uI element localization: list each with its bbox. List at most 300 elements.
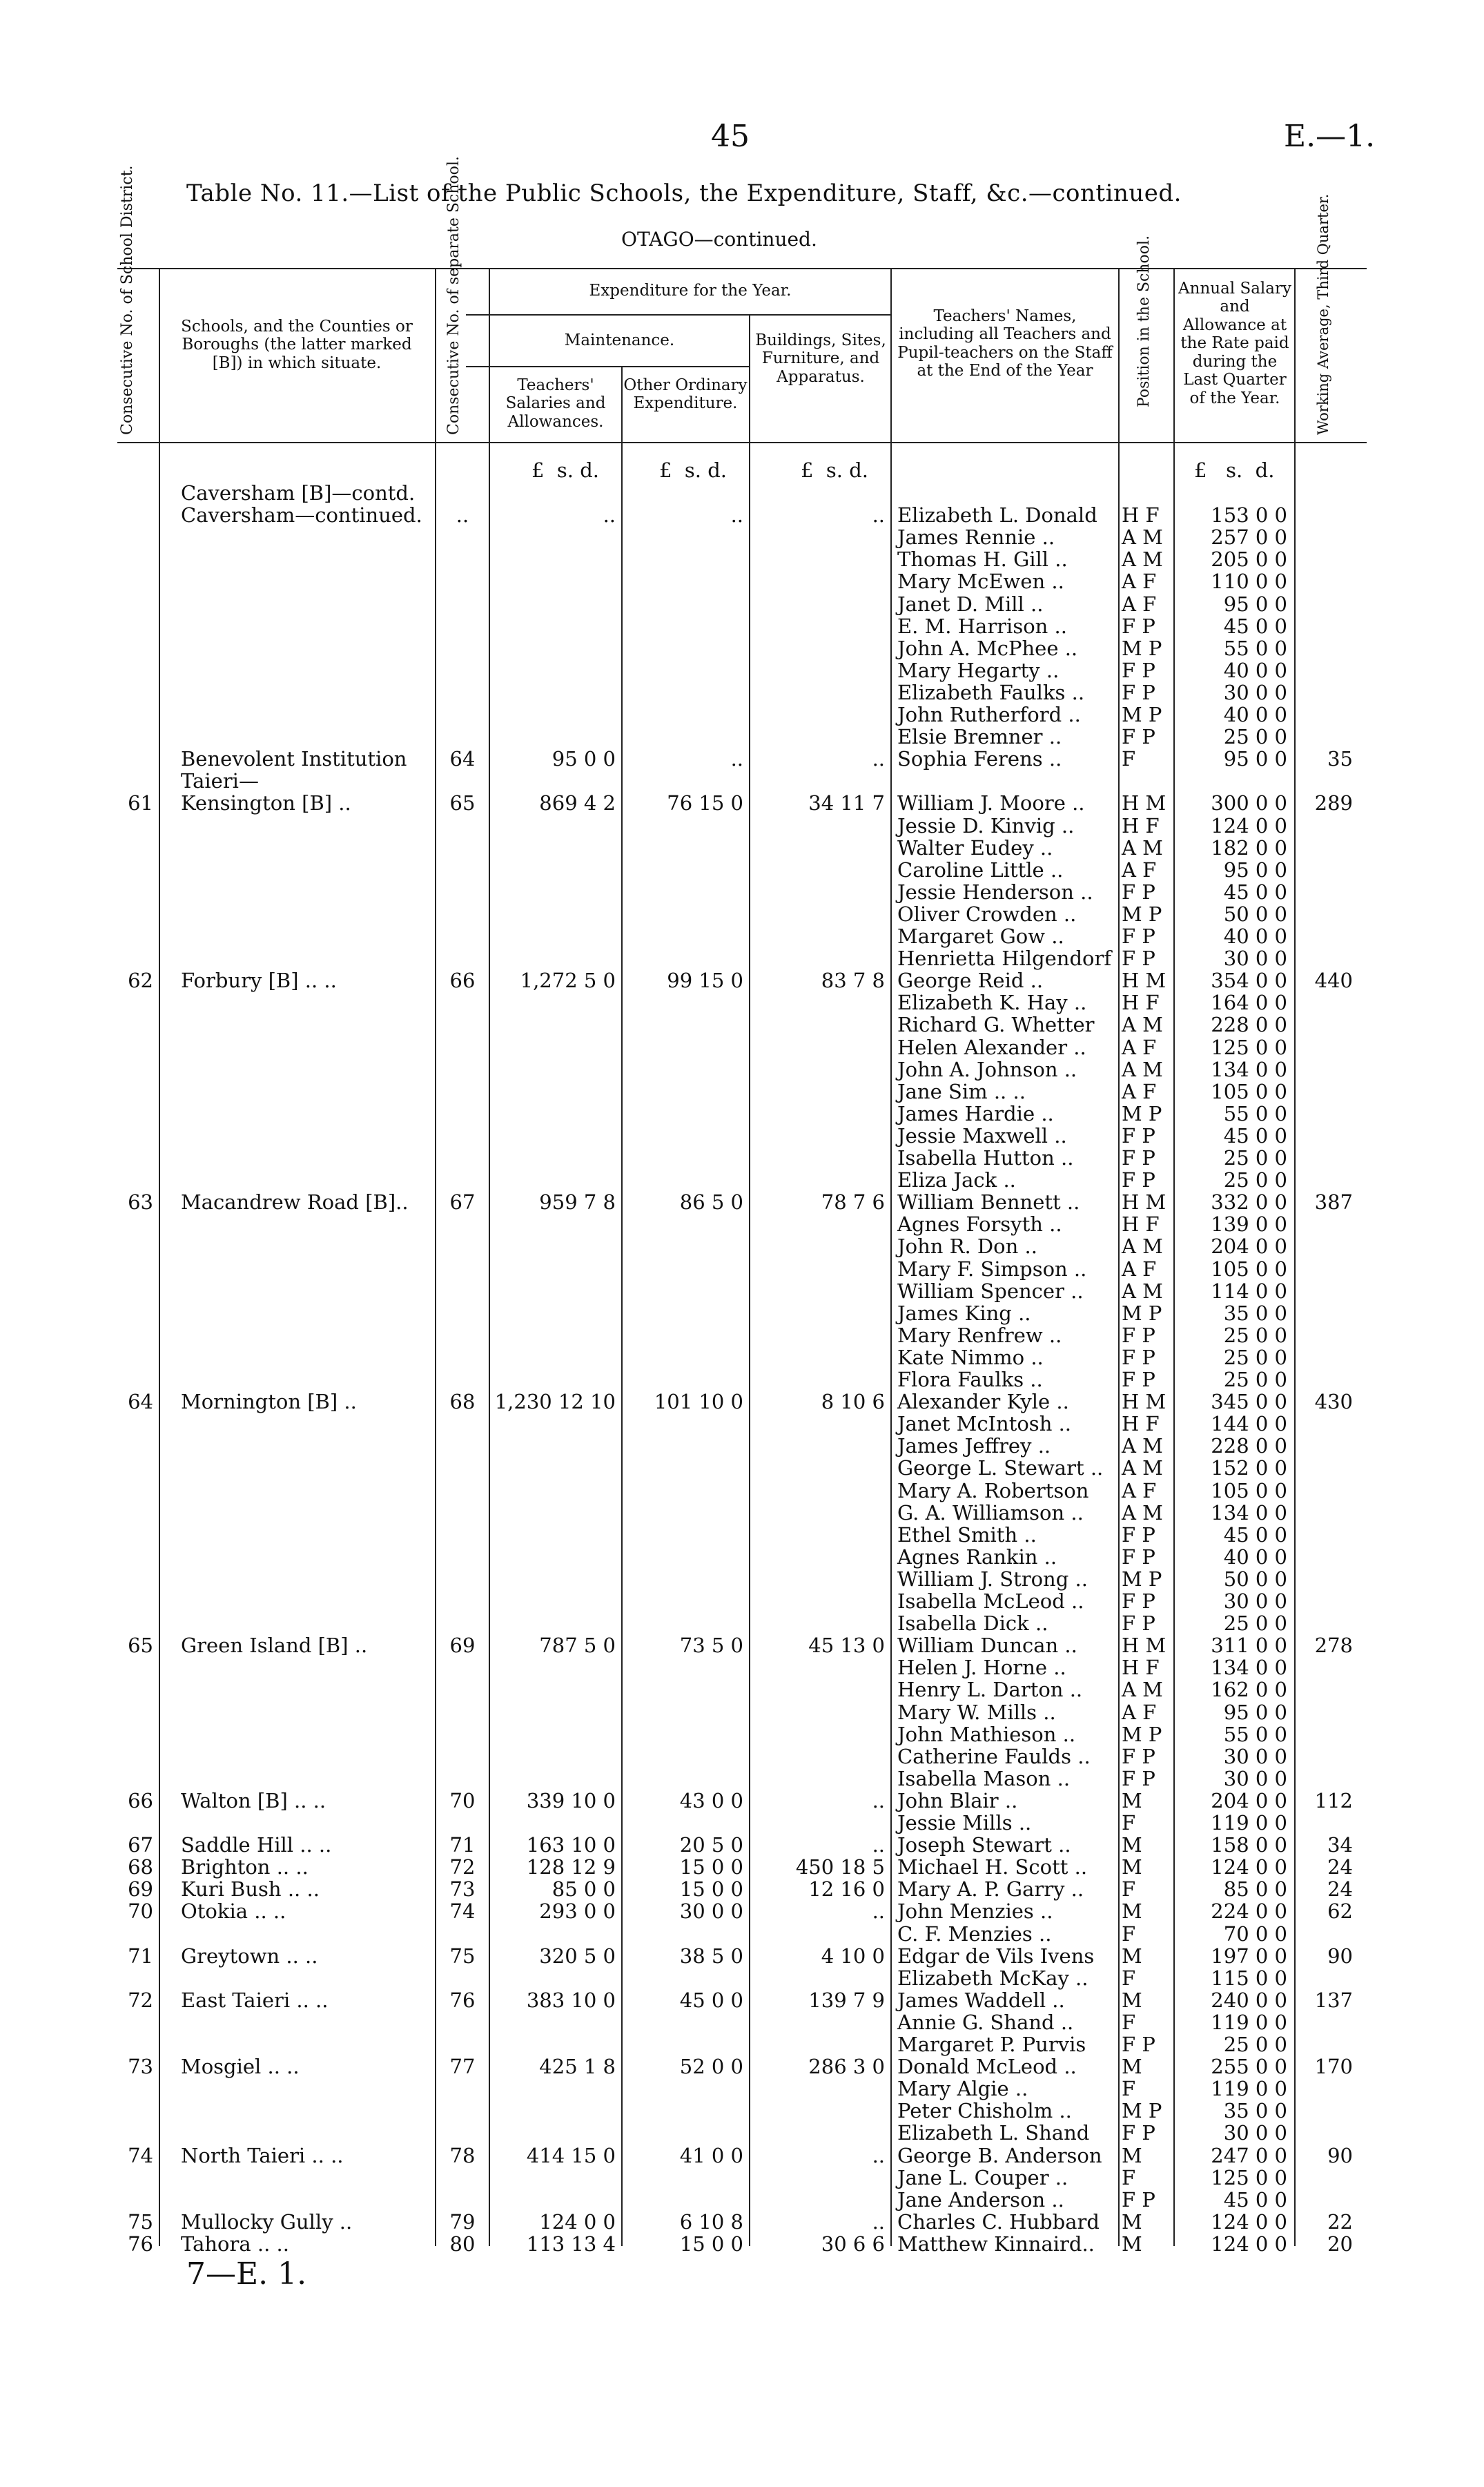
- header-teachers: Teachers' Names, including all Teachers and Pupil-teachers on the Staff at the End of the Year: [897, 307, 1113, 380]
- unit-salary: £ s. d.: [1194, 458, 1275, 482]
- teacher-salary: 311 0 0: [1211, 1634, 1287, 1658]
- teacher-name: Thomas H. Gill ..: [897, 548, 1068, 572]
- teacher-salary: 25 0 0: [1223, 1345, 1287, 1369]
- teacher-name: Helen Alexander ..: [897, 1035, 1086, 1059]
- working-average: 112: [1314, 1788, 1353, 1812]
- teacher-position: H M: [1122, 969, 1166, 993]
- teacher-position: F P: [1122, 1345, 1155, 1369]
- teacher-salary: 105 0 0: [1211, 1257, 1287, 1281]
- teacher-salary: 45 0 0: [1223, 1522, 1287, 1547]
- buildings-amount: 34 11 7: [808, 791, 885, 815]
- teacher-name: William J. Moore ..: [897, 791, 1085, 815]
- teacher-salary: 247 0 0: [1211, 2143, 1287, 2167]
- teacher-name: Isabella Mason ..: [897, 1766, 1071, 1790]
- teacher-position: A M: [1122, 1678, 1163, 1702]
- school-name: Forbury [B] .. ..: [181, 969, 337, 993]
- other-amount: 30 0 0: [679, 1899, 743, 1924]
- other-amount: 15 0 0: [679, 1855, 743, 1879]
- teacher-name: John R. Don ..: [897, 1235, 1037, 1259]
- school-name: East Taieri .. ..: [181, 1988, 329, 2012]
- district-number: 74: [128, 2143, 153, 2167]
- teacher-salary: 119 0 0: [1211, 2010, 1287, 2034]
- school-subname: Caversham—continued.: [181, 503, 422, 528]
- header-buildings: Buildings, Sites, Furniture, and Apparatus.: [755, 331, 886, 386]
- teacher-name: William J. Strong ..: [897, 1567, 1088, 1591]
- teacher-position: F P: [1122, 947, 1155, 971]
- teacher-position: F P: [1122, 1146, 1155, 1170]
- teacher-salary: 25 0 0: [1223, 1168, 1287, 1192]
- teacher-name: Caroline Little ..: [897, 858, 1064, 882]
- teacher-name: Jessie Maxwell ..: [897, 1123, 1067, 1148]
- teacher-name: Annie G. Shand ..: [897, 2010, 1074, 2034]
- district-number: 62: [128, 969, 153, 993]
- teacher-position: F: [1122, 2010, 1136, 2034]
- salaries-amount: 85 0 0: [551, 1877, 616, 1901]
- school-name: Greytown .. ..: [181, 1944, 318, 1968]
- teacher-name: Mary A. Robertson: [897, 1478, 1089, 1502]
- teacher-name: Mary Renfrew ..: [897, 1323, 1062, 1347]
- other-amount: 15 0 0: [679, 1877, 743, 1901]
- table-title: Table No. 11.—List of the Public Schools, the Expenditure, Staff, &c.—continued.: [186, 180, 1182, 207]
- salaries-amount: 383 10 0: [526, 1988, 616, 2012]
- salaries-amount: 1,230 12 10: [494, 1390, 616, 1414]
- other-amount: 15 0 0: [679, 2232, 743, 2256]
- teacher-position: A F: [1122, 1478, 1157, 1502]
- working-average: 170: [1314, 2055, 1353, 2079]
- school-number: 80: [449, 2232, 476, 2256]
- teacher-name: Isabella Hutton ..: [897, 1146, 1074, 1170]
- teacher-name: Michael H. Scott ..: [897, 1855, 1088, 1879]
- teacher-position: F P: [1122, 725, 1155, 749]
- teacher-salary: 153 0 0: [1211, 503, 1287, 528]
- salaries-amount: 339 10 0: [526, 1788, 616, 1812]
- teacher-name: Flora Faulks ..: [897, 1368, 1043, 1391]
- teacher-name: Isabella McLeod ..: [897, 1589, 1084, 1613]
- col-rule-2: [435, 268, 436, 2246]
- col-rule-7: [1118, 268, 1120, 2246]
- teacher-salary: 125 0 0: [1211, 2165, 1287, 2189]
- teacher-salary: 95 0 0: [1223, 747, 1287, 771]
- teacher-position: F P: [1122, 1589, 1155, 1613]
- teacher-position: A F: [1122, 1700, 1157, 1724]
- district-number: 70: [128, 1899, 153, 1924]
- buildings-amount: ..: [872, 1899, 885, 1924]
- salaries-amount: 124 0 0: [539, 2209, 616, 2234]
- teacher-position: H F: [1122, 1212, 1160, 1237]
- teacher-position: M: [1122, 2209, 1142, 2234]
- teacher-salary: 85 0 0: [1223, 1877, 1287, 1901]
- teacher-salary: 354 0 0: [1211, 969, 1287, 993]
- teacher-name: Mary McEwen ..: [897, 570, 1064, 594]
- teacher-name: Elizabeth Faulks ..: [897, 680, 1085, 704]
- buildings-amount: ..: [872, 747, 885, 771]
- teacher-position: M: [1122, 2055, 1142, 2079]
- teacher-salary: 55 0 0: [1223, 1722, 1287, 1746]
- school-number: ..: [456, 503, 469, 528]
- teacher-salary: 25 0 0: [1223, 2033, 1287, 2056]
- teacher-name: Margaret P. Purvis: [897, 2033, 1086, 2056]
- teacher-salary: 257 0 0: [1211, 525, 1287, 550]
- teacher-position: H M: [1122, 1190, 1166, 1215]
- col-rule-4: [621, 366, 623, 2246]
- teacher-salary: 228 0 0: [1211, 1434, 1287, 1458]
- teacher-name: Jessie Henderson ..: [897, 880, 1093, 904]
- teacher-name: James Waddell ..: [897, 1988, 1065, 2012]
- teacher-position: F P: [1122, 658, 1155, 682]
- teacher-position: F: [1122, 747, 1136, 771]
- teacher-salary: 125 0 0: [1211, 1035, 1287, 1059]
- teacher-position: M P: [1122, 902, 1162, 926]
- col-rule-3: [489, 268, 490, 2246]
- teacher-name: Edgar de Vils Ivens: [897, 1944, 1095, 1968]
- teacher-salary: 300 0 0: [1211, 791, 1287, 815]
- teacher-position: F P: [1122, 2033, 1155, 2056]
- teacher-position: F P: [1122, 925, 1155, 948]
- teacher-position: A F: [1122, 1035, 1157, 1059]
- teacher-salary: 30 0 0: [1223, 2121, 1287, 2145]
- teacher-position: M P: [1122, 636, 1162, 660]
- teacher-name: Jane L. Couper ..: [897, 2165, 1068, 2189]
- teacher-position: M P: [1122, 1567, 1162, 1591]
- teacher-name: Joseph Stewart ..: [897, 1833, 1071, 1857]
- working-average: 62: [1327, 1899, 1353, 1924]
- teacher-salary: 224 0 0: [1211, 1899, 1287, 1924]
- salaries-amount: 414 15 0: [526, 2143, 616, 2167]
- teacher-salary: 25 0 0: [1223, 1612, 1287, 1636]
- teacher-salary: 45 0 0: [1223, 614, 1287, 638]
- buildings-amount: 83 7 8: [821, 969, 885, 993]
- teacher-name: Walter Eudey ..: [897, 835, 1053, 860]
- teacher-name: Catherine Faulds ..: [897, 1744, 1091, 1768]
- teacher-salary: 45 0 0: [1223, 1123, 1287, 1148]
- unit-salaries: £ s. d.: [531, 458, 600, 482]
- school-name: Taieri—: [181, 769, 259, 793]
- teacher-name: Elsie Bremner ..: [897, 725, 1062, 749]
- other-amount: ..: [730, 503, 743, 528]
- teacher-position: F: [1122, 1966, 1136, 1990]
- salaries-amount: 163 10 0: [526, 1833, 616, 1857]
- school-name: Mosgiel .. ..: [181, 2055, 300, 2079]
- teacher-position: A M: [1122, 1013, 1163, 1037]
- buildings-amount: 30 6 6: [821, 2232, 885, 2256]
- teacher-position: M: [1122, 2232, 1142, 2256]
- teacher-name: Margaret Gow ..: [897, 925, 1064, 948]
- expenditure-rule: [466, 314, 890, 316]
- buildings-amount: ..: [872, 2209, 885, 2234]
- teacher-position: F P: [1122, 1368, 1155, 1391]
- teacher-salary: 164 0 0: [1211, 991, 1287, 1015]
- teacher-position: F P: [1122, 1123, 1155, 1148]
- teacher-position: M: [1122, 1944, 1142, 1968]
- district-number: 61: [128, 791, 153, 815]
- teacher-salary: 50 0 0: [1223, 902, 1287, 926]
- teacher-position: M: [1122, 1988, 1142, 2012]
- teacher-position: M P: [1122, 703, 1162, 726]
- school-name: Mullocky Gully ..: [181, 2209, 353, 2234]
- teacher-salary: 30 0 0: [1223, 680, 1287, 704]
- other-amount: 43 0 0: [679, 1788, 743, 1812]
- teacher-name: William Bennett ..: [897, 1190, 1080, 1215]
- teacher-salary: 25 0 0: [1223, 1368, 1287, 1391]
- teacher-salary: 158 0 0: [1211, 1833, 1287, 1857]
- district-number: [119, 748, 153, 770]
- teacher-name: Charles C. Hubbard: [897, 2209, 1100, 2234]
- teacher-salary: 105 0 0: [1211, 1478, 1287, 1502]
- district-number: 66: [128, 1788, 153, 1812]
- teacher-position: F P: [1122, 1744, 1155, 1768]
- school-number: 66: [449, 969, 476, 993]
- teacher-name: Donald McLeod ..: [897, 2055, 1077, 2079]
- teacher-salary: 119 0 0: [1211, 2077, 1287, 2101]
- col-rule-6: [890, 268, 892, 2246]
- teacher-position: F: [1122, 1922, 1136, 1946]
- teacher-name: John A. McPhee ..: [897, 636, 1078, 660]
- teacher-name: Jessie Mills ..: [897, 1811, 1032, 1835]
- district-number: 64: [128, 1390, 153, 1414]
- other-amount: 99 15 0: [667, 969, 743, 993]
- school-name: Green Island [B] ..: [181, 1634, 368, 1658]
- teacher-salary: 134 0 0: [1211, 1500, 1287, 1525]
- other-amount: 76 15 0: [667, 791, 743, 815]
- teacher-salary: 124 0 0: [1211, 1855, 1287, 1879]
- maintenance-rule: [466, 366, 749, 367]
- other-amount: 73 5 0: [679, 1634, 743, 1658]
- teacher-position: A M: [1122, 1434, 1163, 1458]
- district-number: [119, 504, 153, 526]
- teacher-salary: 70 0 0: [1223, 1922, 1287, 1946]
- buildings-amount: 8 10 6: [821, 1390, 885, 1414]
- teacher-name: Agnes Forsyth ..: [897, 1212, 1062, 1237]
- school-number: 70: [449, 1788, 476, 1812]
- salaries-amount: 869 4 2: [539, 791, 616, 815]
- salaries-amount: 1,272 5 0: [520, 969, 616, 993]
- teacher-position: F P: [1122, 2187, 1155, 2212]
- teacher-position: F P: [1122, 1522, 1155, 1547]
- teacher-name: Eliza Jack ..: [897, 1168, 1016, 1192]
- school-name: North Taieri .. ..: [181, 2143, 344, 2167]
- teacher-salary: 55 0 0: [1223, 1101, 1287, 1125]
- buildings-amount: 4 10 0: [821, 1944, 885, 1968]
- teacher-position: F: [1122, 2165, 1136, 2189]
- teacher-position: A M: [1122, 525, 1163, 550]
- other-amount: 45 0 0: [679, 1988, 743, 2012]
- buildings-amount: ..: [872, 1833, 885, 1857]
- working-average: 289: [1314, 791, 1353, 815]
- teacher-position: F P: [1122, 1612, 1155, 1636]
- salaries-amount: 425 1 8: [539, 2055, 616, 2079]
- teacher-salary: 40 0 0: [1223, 1545, 1287, 1569]
- teacher-salary: 228 0 0: [1211, 1013, 1287, 1037]
- teacher-name: James Jeffrey ..: [897, 1434, 1051, 1458]
- school-name: Kuri Bush .. ..: [181, 1877, 320, 1901]
- teacher-salary: 110 0 0: [1211, 570, 1287, 594]
- district-number: 67: [128, 1833, 153, 1857]
- teacher-name: John Menzies ..: [897, 1899, 1053, 1924]
- teacher-salary: 40 0 0: [1223, 658, 1287, 682]
- district-number: 72: [128, 1988, 153, 2012]
- working-average: 90: [1327, 2143, 1353, 2167]
- teacher-position: M: [1122, 2143, 1142, 2167]
- teacher-position: M P: [1122, 2099, 1162, 2123]
- teacher-position: H F: [1122, 813, 1160, 838]
- school-number: 65: [449, 791, 476, 815]
- teacher-name: Agnes Rankin ..: [897, 1545, 1057, 1569]
- school-name: Tahora .. ..: [181, 2232, 289, 2256]
- teacher-position: H F: [1122, 503, 1160, 528]
- teacher-name: William Duncan ..: [897, 1634, 1077, 1658]
- school-number: 72: [449, 1855, 476, 1879]
- header-school: Schools, and the Counties or Boroughs (the latter marked [B]) in which situate.: [181, 318, 413, 372]
- teacher-name: Matthew Kinnaird..: [897, 2232, 1095, 2256]
- teacher-salary: 45 0 0: [1223, 880, 1287, 904]
- other-amount: 86 5 0: [679, 1190, 743, 1215]
- teacher-name: C. F. Menzies ..: [897, 1922, 1052, 1946]
- teacher-name: Sophia Ferens ..: [897, 747, 1062, 771]
- teacher-salary: 204 0 0: [1211, 1788, 1287, 1812]
- other-amount: 20 5 0: [679, 1833, 743, 1857]
- teacher-position: F P: [1122, 680, 1155, 704]
- teacher-salary: 124 0 0: [1211, 813, 1287, 838]
- teacher-salary: 144 0 0: [1211, 1412, 1287, 1436]
- teacher-name: Elizabeth L. Shand: [897, 2121, 1090, 2145]
- school-subname: Kensington [B] ..: [181, 791, 351, 815]
- teacher-position: M P: [1122, 1101, 1162, 1125]
- school-number: 71: [449, 1833, 476, 1857]
- teacher-name: George L. Stewart ..: [897, 1456, 1104, 1480]
- school-number: 64: [449, 747, 476, 771]
- teacher-name: Alexander Kyle ..: [897, 1390, 1069, 1414]
- teacher-name: Kate Nimmo ..: [897, 1345, 1044, 1369]
- working-average: 137: [1314, 1988, 1353, 2012]
- teacher-salary: 134 0 0: [1211, 1656, 1287, 1680]
- teacher-name: James Rennie ..: [897, 525, 1055, 550]
- teacher-salary: 95 0 0: [1223, 858, 1287, 882]
- teacher-salary: 134 0 0: [1211, 1057, 1287, 1081]
- header-school-no: Consecutive No. of separate School.: [445, 156, 462, 435]
- other-amount: 101 10 0: [654, 1390, 743, 1414]
- teacher-position: H F: [1122, 1656, 1160, 1680]
- teacher-salary: 25 0 0: [1223, 1146, 1287, 1170]
- teacher-salary: 240 0 0: [1211, 1988, 1287, 2012]
- school-name: Walton [B] .. ..: [181, 1788, 326, 1812]
- teacher-salary: 30 0 0: [1223, 947, 1287, 971]
- teacher-position: H M: [1122, 1390, 1166, 1414]
- other-amount: 38 5 0: [679, 1944, 743, 1968]
- col-rule-1: [159, 268, 160, 2246]
- teacher-salary: 332 0 0: [1211, 1190, 1287, 1215]
- teacher-position: F: [1122, 2077, 1136, 2101]
- teacher-salary: 345 0 0: [1211, 1390, 1287, 1414]
- school-number: 79: [449, 2209, 476, 2234]
- teacher-position: A M: [1122, 548, 1163, 572]
- header-position: Position in the School.: [1135, 235, 1153, 407]
- teacher-position: M P: [1122, 1301, 1162, 1325]
- buildings-amount: ..: [872, 503, 885, 528]
- teacher-salary: 30 0 0: [1223, 1766, 1287, 1790]
- buildings-amount: ..: [872, 1788, 885, 1812]
- col-rule-9: [1294, 268, 1296, 2246]
- other-amount: 41 0 0: [679, 2143, 743, 2167]
- buildings-amount: 139 7 9: [808, 1988, 885, 2012]
- teacher-salary: 40 0 0: [1223, 703, 1287, 726]
- teacher-position: F P: [1122, 2121, 1155, 2145]
- teacher-salary: 95 0 0: [1223, 592, 1287, 616]
- teacher-position: A F: [1122, 592, 1157, 616]
- teacher-name: Mary Algie ..: [897, 2077, 1028, 2101]
- teacher-name: Mary F. Simpson ..: [897, 1257, 1087, 1281]
- teacher-position: M: [1122, 1833, 1142, 1857]
- teacher-position: M: [1122, 1788, 1142, 1812]
- teacher-position: A F: [1122, 1257, 1157, 1281]
- school-number: 78: [449, 2143, 476, 2167]
- school-number: 68: [449, 1390, 476, 1414]
- salaries-amount: 959 7 8: [539, 1190, 616, 1215]
- teacher-position: A F: [1122, 858, 1157, 882]
- teacher-name: Ethel Smith ..: [897, 1522, 1037, 1547]
- district-number: 76: [128, 2232, 153, 2256]
- salaries-amount: 128 12 9: [526, 1855, 616, 1879]
- teacher-name: Richard G. Whetter: [897, 1013, 1095, 1037]
- teacher-name: Jane Anderson ..: [897, 2187, 1064, 2212]
- working-average: 24: [1327, 1855, 1353, 1879]
- buildings-amount: 286 3 0: [808, 2055, 885, 2079]
- teacher-position: A M: [1122, 1057, 1163, 1081]
- teacher-position: A M: [1122, 1279, 1163, 1303]
- teacher-name: James Hardie ..: [897, 1101, 1054, 1125]
- school-name: Otokia .. ..: [181, 1899, 286, 1924]
- working-average: 430: [1314, 1390, 1353, 1414]
- salaries-amount: 293 0 0: [539, 1899, 616, 1924]
- salaries-amount: 113 13 4: [526, 2232, 616, 2256]
- teacher-salary: 105 0 0: [1211, 1079, 1287, 1103]
- teacher-name: Jane Sim .. ..: [897, 1079, 1026, 1103]
- header-salaries: Teachers' Salaries and Allowances.: [505, 376, 606, 431]
- working-average: 20: [1327, 2232, 1353, 2256]
- working-average: 22: [1327, 2209, 1353, 2234]
- teacher-name: Elizabeth K. Hay ..: [897, 991, 1087, 1015]
- buildings-amount: 78 7 6: [821, 1190, 885, 1215]
- teacher-salary: 50 0 0: [1223, 1567, 1287, 1591]
- header-other: Other Ordinary Expenditure.: [623, 376, 748, 413]
- teacher-name: Mary Hegarty ..: [897, 658, 1060, 682]
- teacher-salary: 255 0 0: [1211, 2055, 1287, 2079]
- school-name: Macandrew Road [B]..: [181, 1190, 409, 1215]
- teacher-salary: 30 0 0: [1223, 1589, 1287, 1613]
- teacher-salary: 205 0 0: [1211, 548, 1287, 572]
- school-number: 74: [449, 1899, 476, 1924]
- teacher-position: F: [1122, 1811, 1136, 1835]
- teacher-salary: 35 0 0: [1223, 1301, 1287, 1325]
- school-number: 76: [449, 1988, 476, 2012]
- header-salary: Annual Salary and Allowance at the Rate paid during the Last Quarter of the Year.: [1178, 280, 1291, 407]
- header-top-rule: [117, 268, 1367, 269]
- teacher-position: H M: [1122, 791, 1166, 815]
- salaries-amount: 320 5 0: [539, 1944, 616, 1968]
- teacher-salary: 182 0 0: [1211, 835, 1287, 860]
- school-number: 77: [449, 2055, 476, 2079]
- teacher-position: F P: [1122, 1545, 1155, 1569]
- district-number: 73: [128, 2055, 153, 2079]
- page-number: 45: [711, 119, 750, 154]
- teacher-name: Isabella Dick ..: [897, 1612, 1048, 1636]
- teacher-salary: 152 0 0: [1211, 1456, 1287, 1480]
- teacher-position: F P: [1122, 880, 1155, 904]
- teacher-position: A M: [1122, 1235, 1163, 1259]
- teacher-name: Mary A. P. Garry ..: [897, 1877, 1084, 1901]
- teacher-name: Jessie D. Kinvig ..: [897, 813, 1075, 838]
- school-name: Caversham [B]—contd.: [181, 481, 416, 505]
- district-number: 75: [128, 2209, 153, 2234]
